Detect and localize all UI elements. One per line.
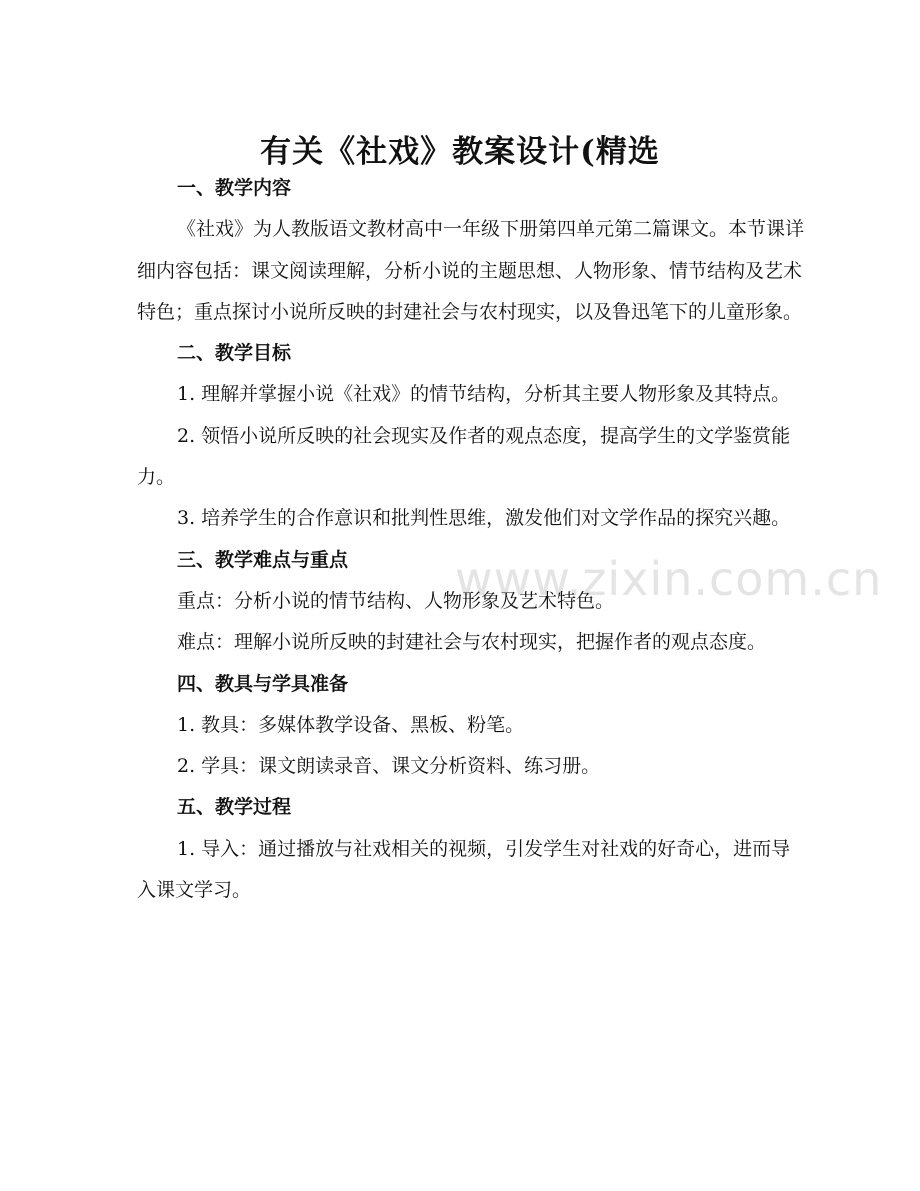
paragraph: 难点：理解小说所反映的封建社会与农村现实，把握作者的观点态度。 (177, 631, 767, 654)
paragraph: 2. 领悟小说所反映的社会现实及作者的观点态度，提高学生的文学鉴赏能力。 (137, 424, 791, 489)
section-materials (137, 664, 797, 788)
section-objectives (137, 333, 797, 539)
paragraph: 3. 培养学生的合作意识和批判性思维，激发他们对文学作品的探究兴趣。 (177, 507, 791, 530)
paragraph: 2. 学具：课文朗读录音、课文分析资料、练习册。 (177, 755, 601, 778)
paragraph: 《社戏》为人教版语文教材高中一年级下册第四单元第二篇课文。本节课详细内容包括：课文阅读理解，分析小说的主题思想、人物形象、情节结构及艺术特色；重点探讨小说所反映的封建社会与农村现实，以及鲁迅笔下的儿童形象。 (137, 218, 805, 323)
paragraph: 1. 教具：多媒体教学设备、黑板、粉笔。 (177, 713, 525, 736)
section-heading: 一、教学内容 (177, 177, 292, 199)
section-heading: 四、教具与学具准备 (177, 672, 349, 695)
section-content (137, 168, 805, 333)
paragraph: 重点：分析小说的情节结构、人物形象及艺术特色。 (177, 589, 615, 612)
paragraph: 1. 理解并掌握小说《社戏》的情节结构，分析其主要人物形象及其特点。 (177, 383, 791, 406)
watermark: www.zixin.com.cn (455, 552, 883, 606)
section-heading: 三、教学难点与重点 (177, 548, 349, 571)
section-heading: 五、教学过程 (177, 796, 292, 819)
document-body (137, 168, 805, 911)
section-heading: 二、教学目标 (177, 342, 292, 365)
paragraph: 1. 导入：通过播放与社戏相关的视频，引发学生对社戏的好奇心，进而导入课文学习。 (137, 837, 791, 902)
section-key-points (137, 540, 797, 664)
section-process (137, 787, 797, 911)
document-title: 有关《社戏》教案设计(精选 (260, 133, 660, 170)
